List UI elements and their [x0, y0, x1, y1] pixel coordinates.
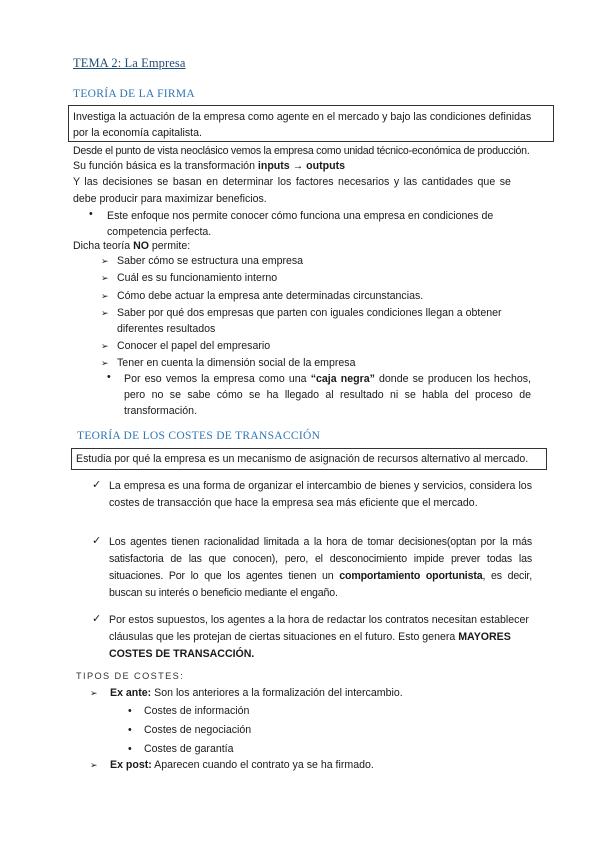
check-item-3: [92, 612, 532, 663]
bullet-icon: •: [128, 724, 132, 736]
ex-ante-item: [128, 703, 251, 722]
arrow-bullet-icon: ➢: [101, 273, 109, 283]
bullet-icon: •: [128, 705, 132, 717]
arrow-bullet-icon: ➢: [101, 358, 109, 368]
arrow-item-text: Saber por qué dos empresas que parten con iguales condiciones llegan a obtener diferentes resultados: [117, 307, 502, 335]
arrow-item-text: Cómo debe actuar la empresa ante determinadas circunstancias.: [117, 290, 424, 302]
arrow-item-text: Tener en cuenta la dimensión social de la empresa: [117, 357, 356, 369]
check-item-2-pre: Los agentes tienen racionalidad limitada a la hora de tomar decisiones(optan por la más satisfactoria de las que conocen), pero, el desconocimiento impide prever todas las situaciones. Por lo que los agentes tienen un: [109, 536, 532, 582]
tipos-heading: TIPOS DE COSTES:: [76, 671, 185, 681]
arrow-item: [101, 338, 531, 354]
paragraph-neoclasico: Desde el punto de vista neoclásico vemos la empresa como unidad técnico-económica de producción.: [73, 145, 530, 157]
definition-box-firma: [68, 105, 554, 142]
no-permite-line: [73, 238, 190, 254]
arrow-item: [101, 270, 531, 286]
check-item-1: [92, 478, 532, 512]
bullet-enfoque: [89, 208, 529, 240]
section-heading-costes: TEORÍA DE LOS COSTES DE TRANSACCIÓN: [77, 430, 321, 442]
ex-ante-text: Son los anteriores a la formalización del intercambio.: [151, 687, 403, 699]
caja-negra-text: [107, 371, 531, 419]
paragraph-funcion: [73, 158, 345, 174]
arrow-item: [101, 253, 531, 269]
caja-negra-bold: “caja negra”: [310, 373, 375, 385]
ex-post-label: Ex post:: [110, 759, 152, 771]
inputs-outputs: inputs → outputs: [257, 160, 345, 172]
bullet-icon: •: [89, 208, 93, 220]
no-permite-pre: Dicha teoría: [73, 240, 134, 252]
arrow-item: [101, 288, 531, 304]
caja-negra-pre: Por eso vemos la empresa como una: [124, 373, 311, 385]
no-permite-bold: NO: [133, 240, 149, 252]
check-item-3-pre: Por estos supuestos, los agentes a la hora de redactar los contratos necesitan establecer cláusulas que les protejan de ciertas situaciones en el futuro. Esto genera: [109, 614, 529, 643]
bullet-icon: •: [107, 371, 111, 383]
arrow-bullet-icon: ➢: [101, 341, 109, 351]
definition-text-costes: Estudia por qué la empresa es un mecanismo de asignación de recursos alternativo al mercado.: [76, 453, 529, 465]
check-item-2: [92, 534, 532, 602]
ex-post-text: Aparecen cuando el contrato ya se ha firmado.: [151, 759, 374, 771]
arrow-item: [101, 305, 531, 337]
ex-ante-item-text: Costes de garantía: [144, 743, 234, 755]
arrow-item-text: Cuál es su funcionamiento interno: [117, 272, 278, 284]
ex-ante-label: Ex ante:: [110, 687, 152, 699]
bullet-enfoque-text: Este enfoque nos permite conocer cómo funciona una empresa en condiciones de competencia perfecta.: [107, 210, 494, 238]
ex-ante-item-text: Costes de información: [144, 705, 250, 717]
no-permite-post: permite:: [148, 240, 191, 252]
mayores-costes: MAYORES COSTES DE TRANSACCIÓN.: [109, 631, 511, 660]
ex-ante-item-text: Costes de negociación: [144, 724, 252, 736]
ex-ante-line: [90, 685, 403, 701]
paragraph-funcion-text: Su función básica es la transformación: [73, 160, 258, 172]
paragraph-decisiones-2: debe producir para maximizar beneficios.: [73, 193, 267, 205]
check-item-1-text: La empresa es una forma de organizar el intercambio de bienes y servicios, considera los costes de transacción que hace la empresa sea más eficiente que el mercado.: [109, 480, 532, 509]
check-icon: ✓: [92, 479, 102, 491]
section-heading-firma: TEORÍA DE LA FIRMA: [73, 88, 196, 100]
caja-negra-post: donde se producen los hechos, pero no se sabe cómo se ha llegado al resultado ni se habla del proceso de transformación.: [124, 373, 531, 417]
bullet-caja-negra: [107, 371, 531, 419]
check-item-2-post: , es decir, buscan su interés o beneficio mediante el engaño.: [109, 570, 532, 599]
arrow-bullet-icon: ➢: [101, 308, 109, 318]
ex-post-line: [90, 757, 374, 773]
ex-ante-list: [128, 703, 251, 760]
arrow-item-text: Conocer el papel del empresario: [117, 340, 271, 352]
arrow-item-text: Saber cómo se estructura una empresa: [117, 255, 304, 267]
definition-text-firma: Investiga la actuación de la empresa como agente en el mercado y bajo las condiciones definidas por la economía capitalista.: [73, 111, 532, 139]
arrow-bullet-icon: ➢: [101, 291, 109, 301]
arrow-bullet-icon: ➢: [90, 760, 98, 770]
paragraph-decisiones-1: Y las decisiones se basan en determinar los factores necesarios y las cantidades que se: [73, 176, 511, 188]
document-title: TEMA 2: La Empresa: [73, 56, 186, 70]
check-item-3-text: [92, 612, 532, 663]
check-item-2-text: [92, 534, 532, 602]
arrow-bullet-icon: ➢: [101, 256, 109, 266]
bullet-icon: •: [128, 743, 132, 755]
arrow-bullet-icon: ➢: [90, 688, 98, 698]
check-icon: ✓: [92, 613, 102, 625]
definition-box-costes: [71, 448, 547, 470]
comportamiento-oportunista: comportamiento oportunista: [339, 570, 483, 582]
arrow-list-firma: [101, 253, 531, 371]
arrow-item: [101, 355, 531, 371]
check-icon: ✓: [92, 535, 102, 547]
ex-ante-item: [128, 722, 251, 741]
